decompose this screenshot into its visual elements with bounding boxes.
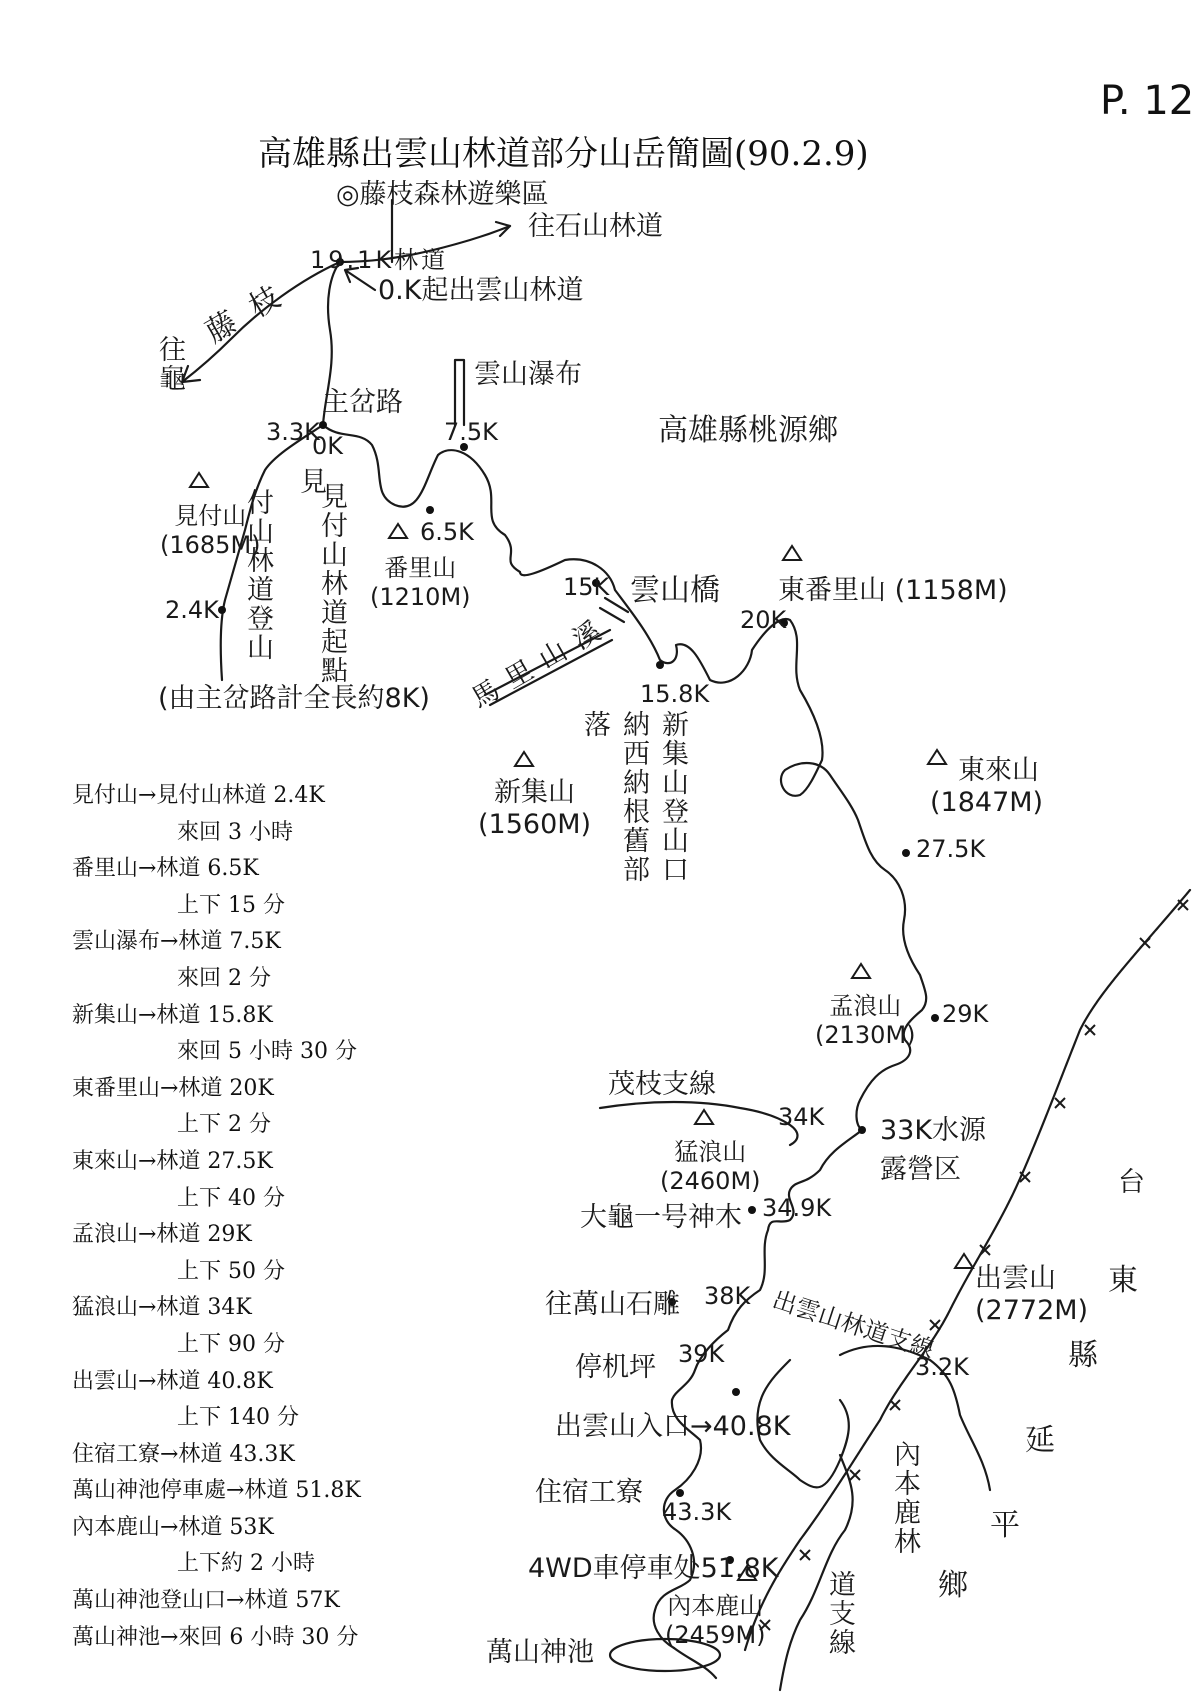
peak-name: 新集山: [494, 777, 576, 808]
legend-row: 萬山神池登山口→林道 57K: [72, 1588, 340, 1614]
waypoint-2-4k: 2.4K: [165, 596, 219, 624]
peak-elevation: (2459M): [665, 1621, 766, 1649]
malishan-creek-label: 馬里山溪: [466, 609, 617, 715]
legend-row: 上下約 2 小時: [177, 1551, 315, 1577]
giant-tree-label: 大龜一号神木: [580, 1202, 742, 1233]
peak-name: 孟浪山: [829, 992, 902, 1020]
legend-row: 住宿工寮→林道 43.3K: [72, 1441, 295, 1467]
yanping-label-3: 鄉: [938, 1568, 968, 1603]
neibenlu-branch-label-1: 內本鹿林: [889, 1440, 920, 1556]
junction-19-1k-label: 19.1K林道: [310, 246, 449, 274]
legend-row: 番里山→林道 6.5K: [72, 856, 259, 882]
legend-row: 萬山神池停車處→林道 51.8K: [72, 1478, 361, 1504]
main-fork-label: 主岔路: [322, 387, 403, 418]
peak-elevation: (1847M): [930, 787, 1044, 818]
main-road-south-3: [674, 1648, 716, 1678]
waypoint-15k: 15K: [563, 573, 610, 601]
jianfu-trail-label: 付山林道登山: [242, 488, 273, 662]
legend-row: 新集山→林道 15.8K: [72, 1002, 273, 1028]
to-shishan-road-label: 往石山林道: [528, 211, 663, 242]
waypoint-34-9k: 34.9K: [762, 1194, 832, 1222]
nama-village-label: 新集山登山口納西納根舊部落: [579, 710, 688, 884]
helipad-label: 停机坪: [575, 1352, 656, 1383]
legend-row: 出雲山→林道 40.8K: [72, 1368, 273, 1394]
legend-row: 上下 40 分: [177, 1185, 285, 1211]
taitung-label-2: 東: [1108, 1263, 1138, 1298]
start-0k-label: 0.K起出雲山林道: [378, 275, 584, 306]
peak-elevation: (1560M): [478, 809, 592, 840]
peak-elevation: (1685M): [160, 531, 261, 559]
legend-row: 猛浪山→林道 34K: [72, 1295, 252, 1321]
jianfu-0k-label: 0K: [312, 432, 344, 460]
waypoint-6-5k: 6.5K: [420, 518, 474, 546]
yanping-label-1: 延: [1025, 1423, 1055, 1458]
peak-menglang-2: [660, 1132, 761, 1195]
to-wanshan-rock-label: 往萬山石雕: [545, 1289, 680, 1320]
neibenlu-branch-label-2: 道支線: [824, 1570, 855, 1657]
maozhi-branch-label: 茂枝支線: [608, 1069, 716, 1100]
waypoint-51-8k-parking: 4WD車停車处51.8K: [528, 1553, 779, 1584]
yunshan-waterfall-label: 雲山瀑布: [474, 359, 582, 390]
waypoint-40-8k-entrance: 出雲山入口→40.8K: [555, 1411, 791, 1442]
peak-neibenlu: [665, 1586, 766, 1649]
route-time-legend: [72, 778, 502, 1656]
legend-row: 來回 5 小時 30 分: [177, 1039, 357, 1065]
peak-elevation: (2460M): [660, 1167, 761, 1195]
waypoint-34k: 34K: [778, 1103, 825, 1131]
waypoint-20k: 20K: [740, 606, 787, 634]
peak-chuyun: [975, 1256, 1088, 1326]
peak-name: 番里山: [384, 554, 457, 582]
waypoint-38k: 38K: [704, 1282, 751, 1310]
legend-row: 上下 90 分: [177, 1331, 285, 1357]
peak-jianfu: [160, 496, 261, 559]
peak-menglang-1: [815, 986, 916, 1049]
legend-row: 東來山→林道 27.5K: [72, 1148, 273, 1174]
waypoint-7-5k: 7.5K: [444, 418, 498, 446]
legend-row: 上下 50 分: [177, 1258, 285, 1284]
peak-elevation: (1158M): [894, 575, 1008, 606]
legend-row: 上下 15 分: [177, 892, 285, 918]
legend-row: 萬山神池→來回 6 小時 30 分: [72, 1624, 359, 1650]
waypoint-29k: 29K: [942, 1000, 989, 1028]
waypoint-43-3k: 43.3K: [662, 1498, 732, 1526]
yanping-label-2: 平: [990, 1508, 1020, 1543]
legend-row: 孟浪山→林道 29K: [72, 1222, 252, 1248]
peak-elevation: (2130M): [815, 1021, 916, 1049]
waypoint-39k: 39K: [678, 1340, 725, 1368]
taitung-label-3: 縣: [1068, 1338, 1098, 1373]
peak-name: 東番里山: [778, 575, 886, 606]
waypoint-27-5k: 27.5K: [916, 835, 986, 863]
legend-row: 東番里山→林道 20K: [72, 1075, 274, 1101]
legend-row: 來回 3 小時: [177, 819, 293, 845]
page-number: P. 12: [1100, 78, 1195, 124]
waypoint-15-8k: 15.8K: [640, 680, 710, 708]
total-length-note: (由主岔路計全長約8K): [158, 683, 430, 714]
peak-name: 猛浪山: [674, 1138, 747, 1166]
waypoint-3-2k: 3.2K: [915, 1353, 969, 1381]
wanshan-pond-label: 萬山神池: [486, 1637, 594, 1668]
work-camp-label: 住宿工寮: [535, 1477, 643, 1508]
peak-elevation: (2772M): [975, 1295, 1089, 1326]
legend-row: 上下 2 分: [177, 1112, 271, 1138]
taoyuan-township-label: 高雄縣桃源鄉: [658, 413, 838, 448]
tengzhi-road-label: 藤枝: [199, 269, 304, 351]
recreation-area-label: ◎藤枝森林遊樂區: [336, 179, 549, 210]
peak-donglai: [930, 748, 1043, 818]
legend-row: 上下 140 分: [177, 1405, 299, 1431]
waterfall-lines: [455, 360, 464, 425]
waypoint-3-3k: 3.3K: [266, 418, 320, 446]
waypoint-33k-camp: 33K水源露營区: [880, 1115, 987, 1185]
legend-row: 內本鹿山→林道 53K: [72, 1514, 274, 1540]
peak-name: 東來山: [958, 755, 1040, 786]
peak-fanli: [370, 548, 471, 611]
to-guiwan-label: 往龜: [154, 335, 185, 393]
peak-east-fanli: [778, 568, 1008, 607]
yunshan-bridge-label: 雲山橋: [630, 573, 720, 608]
peak-name: 內本鹿山: [667, 1592, 764, 1620]
peak-name: 見付山: [174, 502, 247, 530]
legend-row: 雲山瀑布→林道 7.5K: [72, 929, 281, 955]
taitung-label-1: 台: [1118, 1167, 1145, 1198]
jianfu-road-top-char: 見: [300, 467, 327, 498]
peak-elevation: (1210M): [370, 583, 471, 611]
legend-row: 見付山→見付山林道 2.4K: [72, 783, 325, 808]
legend-row: 來回 2 分: [177, 965, 271, 991]
jianfu-road-start-label: 見付山林道起點: [316, 482, 347, 685]
map-title: 高雄縣出雲山林道部分山岳簡圖(90.2.9): [258, 134, 869, 174]
peak-name: 出雲山: [975, 1263, 1056, 1294]
chuyunshan-branch-label: 出雲山林道支線: [769, 1285, 938, 1365]
